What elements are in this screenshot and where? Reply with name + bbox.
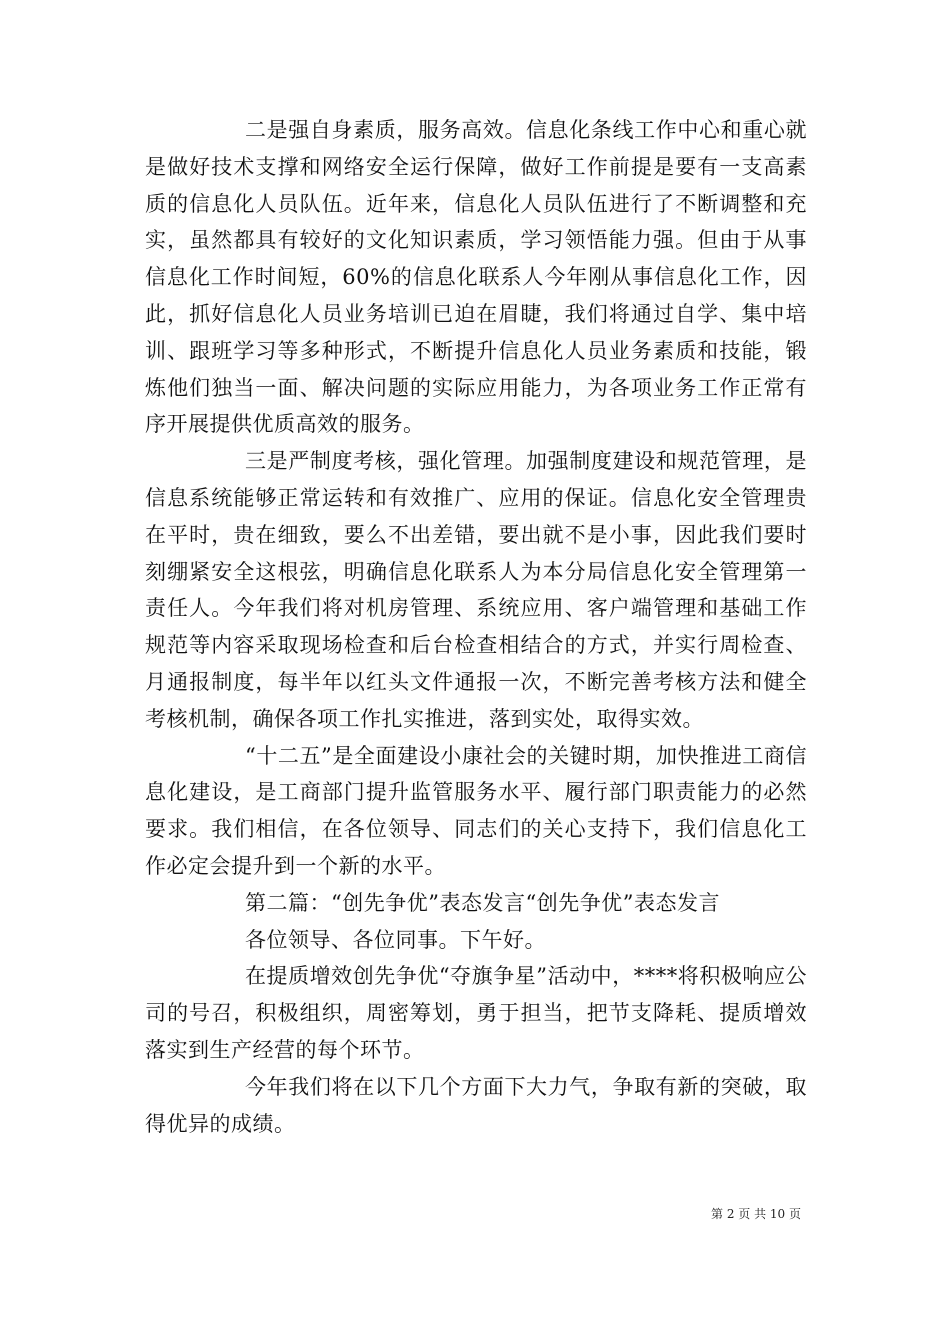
paragraph-greeting: 各位领导、各位同事。下午好。 [245,927,546,952]
paragraph-this-year: 今年我们将在以下几个方面下大力气，争取有新的突破，取得优异的成绩。 [145,1074,807,1136]
paragraph-quality: 二是强自身素质，服务高效。信息化条线工作中心和重心就是做好技术支撑和网络安全运行保障，做好工作前提是要有一支高素质的信息化人员队伍。近年来，信息化人员队伍进行了不断调整和充实，虽然都具有较好的文化知识素质，学习领悟能力强。但由于从事信息化工作时间短，60%的信息化联系人今年刚从事信息化工作，因此，抓好信息化人员业务培训已迫在眉睫，我们将通过自学、集中培训、跟班学习等多种形式，不断提升信息化人员业务素质和技能，锻炼他们独当一面、解决问题的实际应用能力，为各项业务工作正常有序开展提供优质高效的服务。 [145,118,807,437]
paragraph-activity: 在提质增效创先争优“夺旗争星”活动中，****将积极响应公司的号召，积极组织，周密筹划，勇于担当，把节支降耗、提质增效落实到生产经营的每个环节。 [145,964,807,1062]
document-body [145,112,807,1142]
page-number-footer: 第 2 页 共 10 页 [711,1207,801,1221]
paragraph-system-assessment: 三是严制度考核，强化管理。加强制度建设和规范管理，是信息系统能够正常运转和有效推广、应用的保证。信息化安全管理贵在平时，贵在细致，要么不出差错，要出就不是小事，因此我们要时刻绷紧安全这根弦，明确信息化联系人为本分局信息化安全管理第一责任人。今年我们将对机房管理、系统应用、客户端管理和基础工作规范等内容采取现场检查和后台检查相结合的方式，并实行周检查、月通报制度，每半年以红头文件通报一次，不断完善考核方法和健全考核机制，确保各项工作扎实推进，落到实处，取得实效。 [145,449,807,731]
paragraph-twelfth-five-year: “十二五”是全面建设小康社会的关键时期，加快推进工商信息化建设，是工商部门提升监管服务水平、履行部门职责能力的必然要求。我们相信，在各位领导、同志们的关心支持下，我们信息化工作必定会提升到一个新的水平。 [145,743,807,878]
paragraph-second-article-title: 第二篇：“创先争优”表态发言“创先争优”表态发言 [245,890,720,915]
